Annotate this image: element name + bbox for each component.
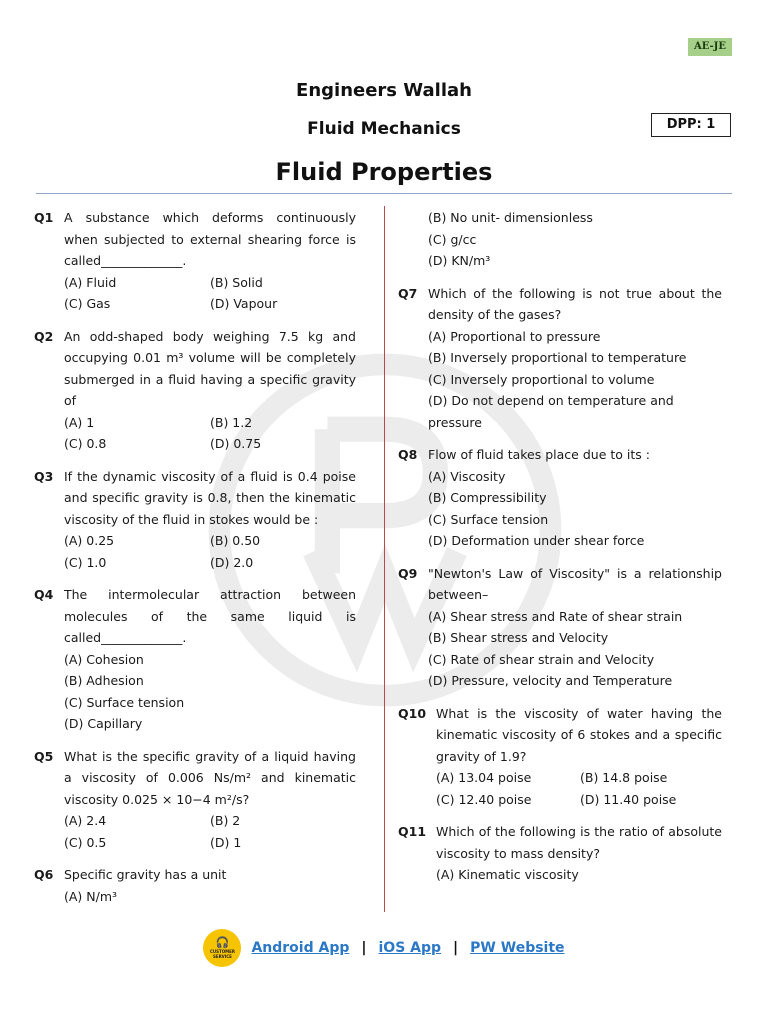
option-a: (A) Fluid <box>64 274 117 290</box>
question-3 <box>34 466 356 574</box>
option-a: (A) 13.04 poise <box>436 770 532 785</box>
question-number: Q5 <box>34 748 54 764</box>
option-b: (B) Solid <box>210 274 263 290</box>
option-b: (B) 0.50 <box>210 533 261 548</box>
question-text: What is the specific gravity of a liquid having a viscosity of 0.006 Ns/m² and kinematic viscosity 0.025 × 10−4 m²/s? <box>64 748 356 807</box>
question-8 <box>398 444 722 552</box>
question-6-continued <box>398 207 722 272</box>
question-text: A substance which deforms continuously when subjected to external shearing force is called_____________. <box>64 210 356 268</box>
option-c: (C) Inversely proportional to volume <box>428 371 655 387</box>
option-a: (A) 1 <box>64 414 95 430</box>
option-c: (C) Gas <box>64 296 111 311</box>
question-5 <box>34 746 356 854</box>
question-number: Q4 <box>34 587 54 602</box>
question-number: Q11 <box>398 824 427 839</box>
option-c: (C) 0.5 <box>64 834 107 850</box>
exam-badge: AE-JE <box>688 38 732 56</box>
question-number: Q7 <box>398 285 418 301</box>
question-text: An odd-shaped body weighing 7.5 kg and occupying 0.01 m³ volume will be completely submerged in a fluid having a specific gravity of <box>64 328 356 408</box>
option-d: (D) Pressure, velocity and Temperature <box>428 673 673 688</box>
option-c: (C) 1.0 <box>64 554 107 570</box>
headset-icon: 🎧 <box>215 936 230 949</box>
question-6 <box>34 864 356 907</box>
question-number: Q9 <box>398 565 418 581</box>
question-number: Q2 <box>34 328 54 344</box>
option-b: (B) Compressibility <box>428 490 547 505</box>
option-d: (D) 11.40 poise <box>580 791 677 807</box>
question-number: Q1 <box>34 210 54 225</box>
question-9 <box>398 563 722 692</box>
option-c: (C) Rate of shear strain and Velocity <box>428 651 655 667</box>
option-d: (D) Vapour <box>210 296 278 311</box>
left-column <box>34 207 356 907</box>
column-divider <box>384 206 385 912</box>
customer-service-logo <box>203 929 241 967</box>
option-c: (C) 12.40 poise <box>436 791 532 807</box>
page-title: Fluid Properties <box>275 158 493 186</box>
option-b: (B) 2 <box>210 813 241 828</box>
question-text: Flow of fluid takes place due to its : <box>428 447 650 462</box>
option-a: (A) 0.25 <box>64 533 115 548</box>
android-app-link[interactable]: Android App <box>251 940 350 956</box>
question-text: Which of the following is not true about the density of the gases? <box>428 285 722 322</box>
question-7 <box>398 283 722 434</box>
brand-name: Engineers Wallah <box>296 80 472 101</box>
question-10 <box>398 703 722 811</box>
question-text: What is the viscosity of water having the kinematic viscosity of 6 stokes and a specific gravity of 1.9? <box>436 705 722 764</box>
option-a: (A) Viscosity <box>428 468 506 484</box>
question-number: Q10 <box>398 705 427 721</box>
question-text: "Newton's Law of Viscosity" is a relationship between– <box>428 565 722 602</box>
footer-links <box>0 928 768 968</box>
question-text: Which of the following is the ratio of absolute viscosity to mass density? <box>436 824 722 861</box>
question-text: Specific gravity has a unit <box>64 867 227 882</box>
option-d: (D) 0.75 <box>210 436 262 451</box>
title-rule <box>36 193 732 194</box>
question-number: Q6 <box>34 867 54 882</box>
option-a: (A) Cohesion <box>64 651 144 667</box>
option-d: (D) Do not depend on temperature and pressure <box>428 393 674 430</box>
option-c: (C) Surface tension <box>64 694 185 710</box>
option-c: (C) 0.8 <box>64 436 107 451</box>
option-d: (D) Capillary <box>64 716 143 731</box>
dpp-label: DPP: 1 <box>651 113 731 137</box>
option-b: (B) Adhesion <box>64 673 144 688</box>
question-number: Q8 <box>398 447 418 462</box>
option-b: (B) Shear stress and Velocity <box>428 630 609 645</box>
subject-title: Fluid Mechanics <box>307 119 461 139</box>
option-a: (A) Proportional to pressure <box>428 328 601 344</box>
option-d: (D) 1 <box>210 834 242 850</box>
question-4 <box>34 584 356 735</box>
pw-website-link[interactable]: PW Website <box>470 940 565 956</box>
link-separator: | <box>453 940 459 956</box>
option-d: (D) 2.0 <box>210 554 254 570</box>
ios-app-link[interactable]: iOS App <box>378 940 442 956</box>
option-a: (A) N/m³ <box>64 888 118 904</box>
option-a: (A) Shear stress and Rate of shear strain <box>428 608 683 624</box>
option-b: (B) No unit- dimensionless <box>428 210 593 225</box>
question-text: If the dynamic viscosity of a fluid is 0.4 poise and specific gravity is 0.8, then the kinematic viscosity of the fluid in stokes would be : <box>64 468 356 527</box>
customer-service-text: CUSTOMER SERVICE <box>209 949 235 959</box>
option-b: (B) 1.2 <box>210 414 253 430</box>
question-2 <box>34 326 356 455</box>
option-c: (C) Surface tension <box>428 511 549 527</box>
question-11 <box>398 821 722 886</box>
option-d: (D) Deformation under shear force <box>428 533 645 548</box>
option-c: (C) g/cc <box>428 231 477 247</box>
question-1 <box>34 207 356 315</box>
right-column <box>398 207 722 886</box>
option-a: (A) 2.4 <box>64 813 107 828</box>
option-b: (B) 14.8 poise <box>580 770 668 785</box>
option-d: (D) KN/m³ <box>428 253 491 268</box>
link-separator: | <box>361 940 367 956</box>
option-a: (A) Kinematic viscosity <box>436 867 579 882</box>
question-number: Q3 <box>34 468 54 484</box>
question-text: The intermolecular attraction between molecules of the same liquid is called_____________. <box>64 587 356 645</box>
option-b: (B) Inversely proportional to temperature <box>428 350 687 365</box>
